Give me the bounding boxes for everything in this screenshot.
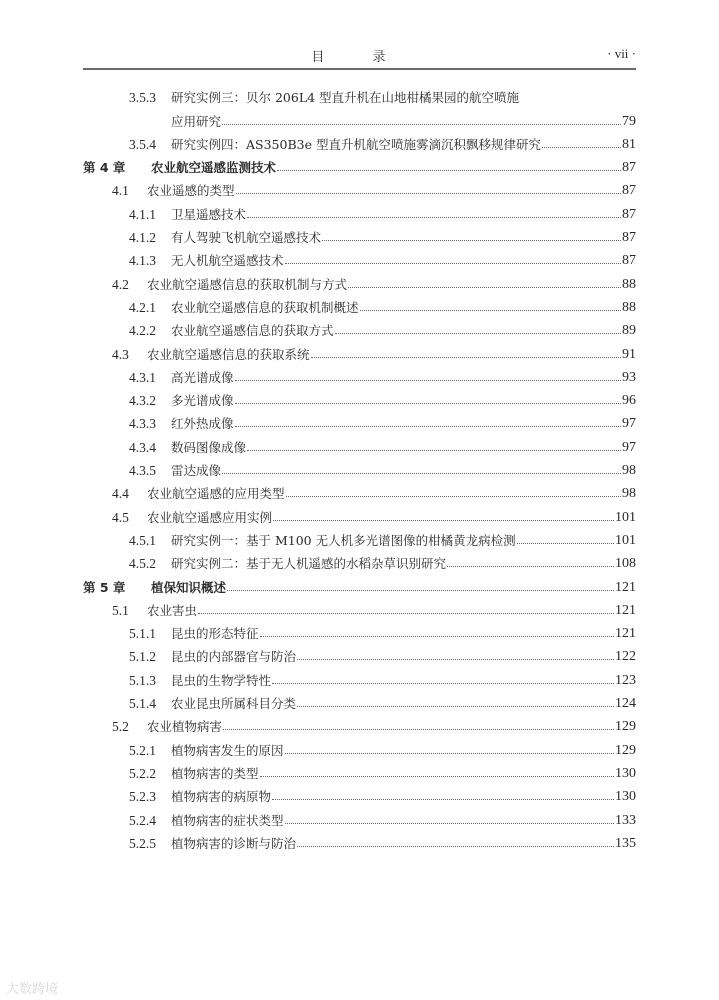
toc-entry[interactable] [83, 759, 636, 782]
entry-title: 多光谱成像 [171, 393, 234, 409]
entry-title: 农业遥感的类型 [147, 183, 235, 199]
entry-title: 植物病害的类型 [171, 765, 259, 781]
entry-page-number: 87 [622, 230, 636, 246]
entry-title: 有人驾驶飞机航空遥感技术 [171, 230, 322, 246]
entry-page-number: 101 [615, 532, 636, 548]
toc-chapter-entry[interactable] [83, 572, 636, 595]
entry-title: 应用研究 [171, 113, 222, 129]
dot-leader [348, 287, 621, 288]
toc-entry[interactable] [83, 549, 636, 572]
entry-title: 高光谱成像 [171, 369, 234, 385]
toc-entry[interactable] [83, 269, 636, 292]
toc-entry[interactable] [83, 316, 636, 339]
entry-number: 4.1 [112, 183, 129, 199]
toc-entry[interactable] [83, 665, 636, 688]
dot-leader [222, 124, 621, 125]
dot-leader [260, 776, 614, 777]
dot-leader [235, 380, 621, 381]
toc-entry[interactable] [83, 432, 636, 455]
toc-entry[interactable] [83, 246, 636, 269]
dot-leader [360, 310, 621, 311]
entry-title: 农业航空遥感信息的获取方式 [171, 323, 334, 339]
toc-entry[interactable] [83, 199, 636, 222]
entry-page-number: 88 [622, 276, 636, 292]
toc-entry[interactable] [83, 829, 636, 852]
dot-leader [272, 799, 614, 800]
entry-number: 4.2.1 [129, 299, 156, 315]
dot-leader [447, 566, 614, 567]
entry-number: 3.5.3 [129, 90, 156, 106]
entry-page-number: 93 [622, 369, 636, 385]
dot-leader [335, 333, 621, 334]
entry-page-number: 123 [615, 672, 636, 688]
toc-entry[interactable] [83, 386, 636, 409]
dot-leader [223, 729, 614, 730]
entry-title: 雷达成像 [171, 463, 222, 479]
entry-page-number: 79 [622, 113, 636, 129]
dot-leader [322, 240, 621, 241]
entry-title: 昆虫的形态特征 [171, 626, 259, 642]
entry-page-number: 122 [615, 649, 636, 665]
entry-page-number: 133 [615, 812, 636, 828]
entry-title: 无人机航空遥感技术 [171, 253, 284, 269]
toc-entry[interactable] [83, 479, 636, 502]
toc-entry[interactable] [83, 805, 636, 828]
dot-leader [286, 496, 621, 497]
toc-entry[interactable] [83, 339, 636, 362]
entry-number: 4.3 [112, 346, 129, 362]
entry-title: 植物病害的诊断与防治 [171, 835, 297, 851]
entry-number: 5.1.2 [129, 649, 156, 665]
header-title: 目 录 [311, 50, 408, 65]
toc-entry[interactable] [83, 619, 636, 642]
entry-number: 第 4 章 [83, 160, 126, 176]
entry-title: 红外热成像 [171, 416, 234, 432]
entry-number: 4.3.1 [129, 369, 156, 385]
entry-number: 5.1.3 [129, 672, 156, 688]
dot-leader [247, 217, 621, 218]
entry-page-number: 97 [622, 416, 636, 432]
entry-page-number: 89 [622, 323, 636, 339]
entry-page-number: 101 [615, 509, 636, 525]
entry-page-number: 98 [622, 463, 636, 479]
entry-page-number: 91 [622, 346, 636, 362]
entry-title: 农业害虫 [147, 602, 198, 618]
toc-entry[interactable] [83, 782, 636, 805]
dot-leader [272, 683, 614, 684]
dot-leader [285, 823, 614, 824]
entry-number: 5.1.1 [129, 626, 156, 642]
entry-page-number: 124 [615, 696, 636, 712]
dot-leader [297, 706, 614, 707]
entry-page-number: 121 [615, 579, 636, 595]
entry-number: 4.3.5 [129, 463, 156, 479]
toc-entry[interactable] [83, 363, 636, 386]
entry-number: 4.2 [112, 276, 129, 292]
entry-number: 5.2.3 [129, 789, 156, 805]
entry-number: 3.5.4 [129, 136, 156, 152]
entry-number: 5.1.4 [129, 696, 156, 712]
entry-number: 5.2.5 [129, 835, 156, 851]
dot-leader [297, 659, 614, 660]
dot-leader [542, 147, 621, 148]
entry-title: 农业航空遥感监测技术 [151, 160, 277, 176]
entry-title: 农业航空遥感信息的获取机制与方式 [147, 276, 348, 292]
dot-leader [517, 543, 614, 544]
entry-page-number: 129 [615, 719, 636, 735]
running-header [83, 46, 636, 68]
entry-title: 植物病害的病原物 [171, 789, 272, 805]
dot-leader [311, 357, 621, 358]
toc-entry[interactable] [83, 106, 636, 129]
entry-number: 4.3.4 [129, 439, 156, 455]
entry-page-number: 87 [622, 160, 636, 176]
entry-number: 5.2.2 [129, 765, 156, 781]
entry-title: 昆虫的内部器官与防治 [171, 649, 297, 665]
entry-page-number: 87 [622, 253, 636, 269]
entry-page-number: 98 [622, 486, 636, 502]
toc-entry[interactable] [83, 293, 636, 316]
entry-title: 研究实例一：基于 M100 无人机多光谱图像的柑橘黄龙病检测 [171, 532, 516, 548]
entry-title: 植保知识概述 [151, 579, 227, 595]
entry-title: 农业航空遥感信息的获取系统 [147, 346, 310, 362]
entry-page-number: 87 [622, 183, 636, 199]
entry-title: 农业昆虫所属科目分类 [171, 696, 297, 712]
toc-entry[interactable] [83, 223, 636, 246]
entry-page-number: 130 [615, 789, 636, 805]
toc-entry[interactable] [83, 502, 636, 525]
entry-title: 研究实例四：AS350B3e 型直升机航空喷施雾滴沉积飘移规律研究 [171, 136, 541, 152]
header-page-number: · vii · [607, 46, 636, 61]
entry-page-number: 135 [615, 835, 636, 851]
entry-number: 4.4 [112, 486, 129, 502]
entry-title: 研究实例二：基于无人机遥感的水稻杂草识别研究 [171, 556, 447, 572]
toc-entry[interactable] [83, 409, 636, 432]
dot-leader [273, 520, 614, 521]
entry-number: 4.5.1 [129, 532, 156, 548]
toc-entry[interactable] [83, 642, 636, 665]
entry-number: 4.1.1 [129, 206, 156, 222]
toc-entry[interactable] [83, 130, 636, 153]
entry-page-number: 87 [622, 206, 636, 222]
entry-number: 4.1.2 [129, 230, 156, 246]
dot-leader [235, 403, 621, 404]
entry-page-number: 121 [615, 602, 636, 618]
dot-leader [247, 450, 621, 451]
dot-leader [277, 170, 621, 171]
entry-title: 数码图像成像 [171, 439, 247, 455]
header-rule [83, 68, 636, 70]
dot-leader [285, 753, 614, 754]
entry-page-number: 129 [615, 742, 636, 758]
dot-leader [236, 193, 621, 194]
entry-number: 4.1.3 [129, 253, 156, 269]
entry-number: 5.2.4 [129, 812, 156, 828]
toc-entry[interactable] [83, 456, 636, 479]
entry-title: 农业航空遥感信息的获取机制概述 [171, 299, 359, 315]
toc-entry[interactable] [83, 689, 636, 712]
dot-leader [198, 613, 614, 614]
dot-leader [285, 263, 621, 264]
toc-entry[interactable] [83, 83, 636, 106]
toc-entry[interactable] [83, 735, 636, 758]
toc-entry[interactable] [83, 176, 636, 199]
toc-entry[interactable] [83, 712, 636, 735]
entry-title: 植物病害发生的原因 [171, 742, 284, 758]
entry-page-number: 108 [615, 556, 636, 572]
entry-title: 农业航空遥感应用实例 [147, 509, 273, 525]
entry-page-number: 96 [622, 393, 636, 409]
entry-title: 植物病害的症状类型 [171, 812, 284, 828]
entry-title: 农业植物病害 [147, 719, 223, 735]
entry-number: 5.1 [112, 602, 129, 618]
entry-title: 农业航空遥感的应用类型 [147, 486, 285, 502]
entry-page-number: 130 [615, 765, 636, 781]
toc-entry[interactable] [83, 596, 636, 619]
dot-leader [222, 473, 621, 474]
entry-number: 第 5 章 [83, 579, 126, 595]
table-of-contents [83, 83, 636, 852]
entry-page-number: 81 [622, 136, 636, 152]
entry-number: 4.3.3 [129, 416, 156, 432]
entry-number: 4.3.2 [129, 393, 156, 409]
entry-number: 4.5 [112, 509, 129, 525]
dot-leader [297, 846, 614, 847]
toc-chapter-entry[interactable] [83, 153, 636, 176]
entry-number: 5.2 [112, 719, 129, 735]
entry-page-number: 97 [622, 439, 636, 455]
watermark: 大数跨境 [6, 982, 59, 997]
entry-title: 卫星遥感技术 [171, 206, 247, 222]
entry-page-number: 121 [615, 626, 636, 642]
toc-entry[interactable] [83, 526, 636, 549]
entry-number: 4.5.2 [129, 556, 156, 572]
entry-number: 5.2.1 [129, 742, 156, 758]
dot-leader [260, 636, 614, 637]
entry-number: 4.2.2 [129, 323, 156, 339]
entry-title: 研究实例三：贝尔 206L4 型直升机在山地柑橘果园的航空喷施 [171, 90, 520, 106]
entry-title: 昆虫的生物学特性 [171, 672, 272, 688]
entry-page-number: 88 [622, 299, 636, 315]
dot-leader [235, 426, 621, 427]
dot-leader [227, 590, 614, 591]
